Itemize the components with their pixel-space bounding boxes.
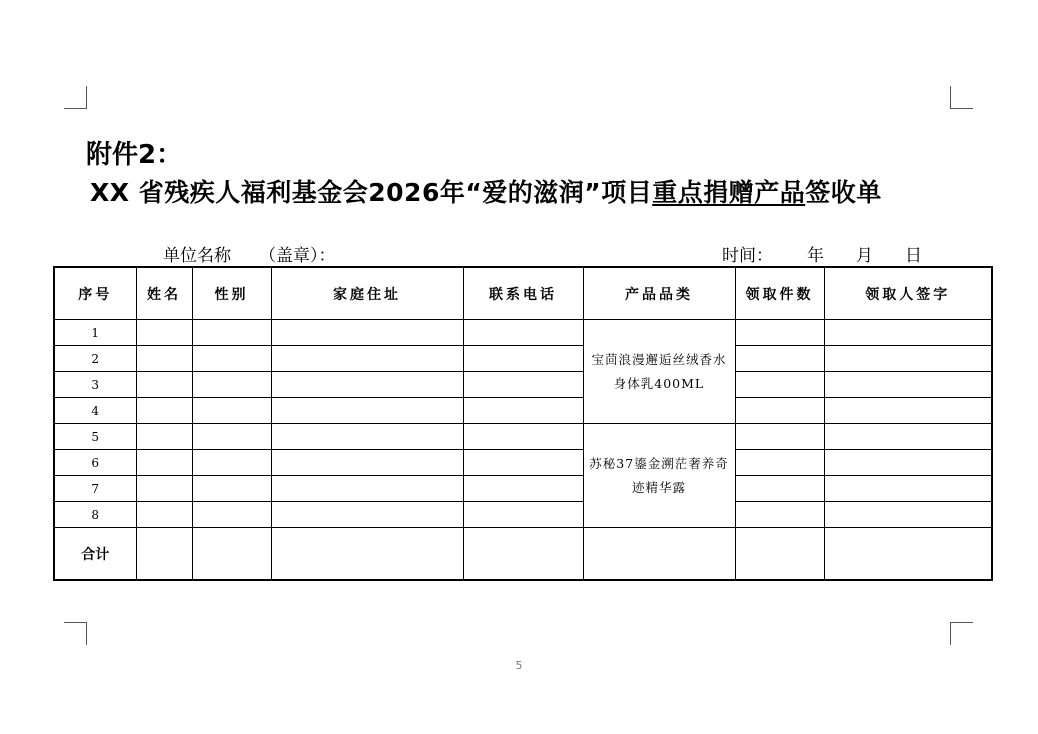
year-label: 年 xyxy=(807,246,824,266)
header-serial: 序号 xyxy=(54,267,136,320)
gender-cell[interactable] xyxy=(192,424,271,450)
crop-mark-top-right xyxy=(950,86,973,109)
row-number: 3 xyxy=(54,372,136,398)
phone-cell[interactable] xyxy=(463,372,583,398)
gender-cell[interactable] xyxy=(192,346,271,372)
signature-cell[interactable] xyxy=(824,372,992,398)
signature-cell[interactable] xyxy=(824,320,992,346)
row-number: 4 xyxy=(54,398,136,424)
address-cell[interactable] xyxy=(271,320,463,346)
crop-mark-bottom-right xyxy=(950,622,973,645)
phone-cell[interactable] xyxy=(463,476,583,502)
signature-cell[interactable] xyxy=(824,424,992,450)
month-label: 月 xyxy=(856,246,873,266)
quantity-cell[interactable] xyxy=(735,346,824,372)
document-title xyxy=(90,173,882,209)
total-quantity-cell[interactable] xyxy=(735,528,824,581)
gender-cell[interactable] xyxy=(192,476,271,502)
quantity-cell[interactable] xyxy=(735,450,824,476)
seal-label: （盖章）： xyxy=(259,246,336,266)
phone-cell[interactable] xyxy=(463,346,583,372)
unit-name-line xyxy=(163,241,336,266)
gender-cell[interactable] xyxy=(192,372,271,398)
gender-cell[interactable] xyxy=(192,502,271,528)
total-cell[interactable] xyxy=(192,528,271,581)
quantity-cell[interactable] xyxy=(735,320,824,346)
header-product: 产品品类 xyxy=(583,267,735,320)
gender-cell[interactable] xyxy=(192,450,271,476)
header-name: 姓名 xyxy=(136,267,192,320)
crop-mark-top-left xyxy=(64,86,87,109)
date-line xyxy=(722,241,922,266)
gender-cell[interactable] xyxy=(192,320,271,346)
table-row xyxy=(54,398,992,424)
phone-cell[interactable] xyxy=(463,398,583,424)
gender-cell[interactable] xyxy=(192,398,271,424)
table-row xyxy=(54,476,992,502)
header-quantity: 领取件数 xyxy=(735,267,824,320)
total-cell[interactable] xyxy=(463,528,583,581)
total-cell[interactable] xyxy=(583,528,735,581)
name-cell[interactable] xyxy=(136,450,192,476)
address-cell[interactable] xyxy=(271,372,463,398)
header-address: 家庭住址 xyxy=(271,267,463,320)
phone-cell[interactable] xyxy=(463,502,583,528)
name-cell[interactable] xyxy=(136,346,192,372)
header-signature: 领取人签字 xyxy=(824,267,992,320)
quantity-cell[interactable] xyxy=(735,398,824,424)
phone-cell[interactable] xyxy=(463,424,583,450)
row-number: 1 xyxy=(54,320,136,346)
signature-cell[interactable] xyxy=(824,450,992,476)
table-row xyxy=(54,372,992,398)
name-cell[interactable] xyxy=(136,372,192,398)
row-number: 7 xyxy=(54,476,136,502)
address-cell[interactable] xyxy=(271,476,463,502)
quantity-cell[interactable] xyxy=(735,502,824,528)
signature-cell[interactable] xyxy=(824,502,992,528)
total-row xyxy=(54,528,992,581)
header-gender: 性别 xyxy=(192,267,271,320)
crop-mark-bottom-left xyxy=(64,622,87,645)
address-cell[interactable] xyxy=(271,502,463,528)
address-cell[interactable] xyxy=(271,424,463,450)
page-number: 5 xyxy=(515,659,523,672)
name-cell[interactable] xyxy=(136,398,192,424)
total-cell[interactable] xyxy=(271,528,463,581)
signature-cell[interactable] xyxy=(824,346,992,372)
day-label: 日 xyxy=(905,246,922,266)
attachment-label: 附件2： xyxy=(86,140,183,170)
quantity-cell[interactable] xyxy=(735,424,824,450)
name-cell[interactable] xyxy=(136,502,192,528)
phone-cell[interactable] xyxy=(463,320,583,346)
receipt-table xyxy=(53,266,993,581)
title-suffix: 签收单 xyxy=(805,178,882,207)
total-cell[interactable] xyxy=(136,528,192,581)
title-underlined: 重点捐赠产品 xyxy=(652,178,806,207)
signature-cell[interactable] xyxy=(824,398,992,424)
address-cell[interactable] xyxy=(271,398,463,424)
title-prefix: XX 省残疾人福利基金会2026年“爱的滋润”项目 xyxy=(90,178,653,207)
name-cell[interactable] xyxy=(136,424,192,450)
time-label: 时间： xyxy=(722,246,773,266)
product-cell: 苏秘37鎏金溯茫奢养奇迹精华露 xyxy=(583,424,735,528)
total-label: 合计 xyxy=(54,528,136,581)
address-cell[interactable] xyxy=(271,450,463,476)
quantity-cell[interactable] xyxy=(735,476,824,502)
total-cell[interactable] xyxy=(824,528,992,581)
signature-cell[interactable] xyxy=(824,476,992,502)
quantity-cell[interactable] xyxy=(735,372,824,398)
table-row xyxy=(54,320,992,346)
phone-cell[interactable] xyxy=(463,450,583,476)
header-phone: 联系电话 xyxy=(463,267,583,320)
row-number: 2 xyxy=(54,346,136,372)
name-cell[interactable] xyxy=(136,320,192,346)
address-cell[interactable] xyxy=(271,346,463,372)
table-row xyxy=(54,424,992,450)
row-number: 8 xyxy=(54,502,136,528)
table-row xyxy=(54,502,992,528)
row-number: 6 xyxy=(54,450,136,476)
unit-name-label: 单位名称 xyxy=(163,246,231,266)
name-cell[interactable] xyxy=(136,476,192,502)
table-row xyxy=(54,346,992,372)
header-row xyxy=(54,267,992,320)
product-cell: 宝茴浪漫邂逅丝绒香水身体乳400ML xyxy=(583,320,735,424)
table-row xyxy=(54,450,992,476)
row-number: 5 xyxy=(54,424,136,450)
